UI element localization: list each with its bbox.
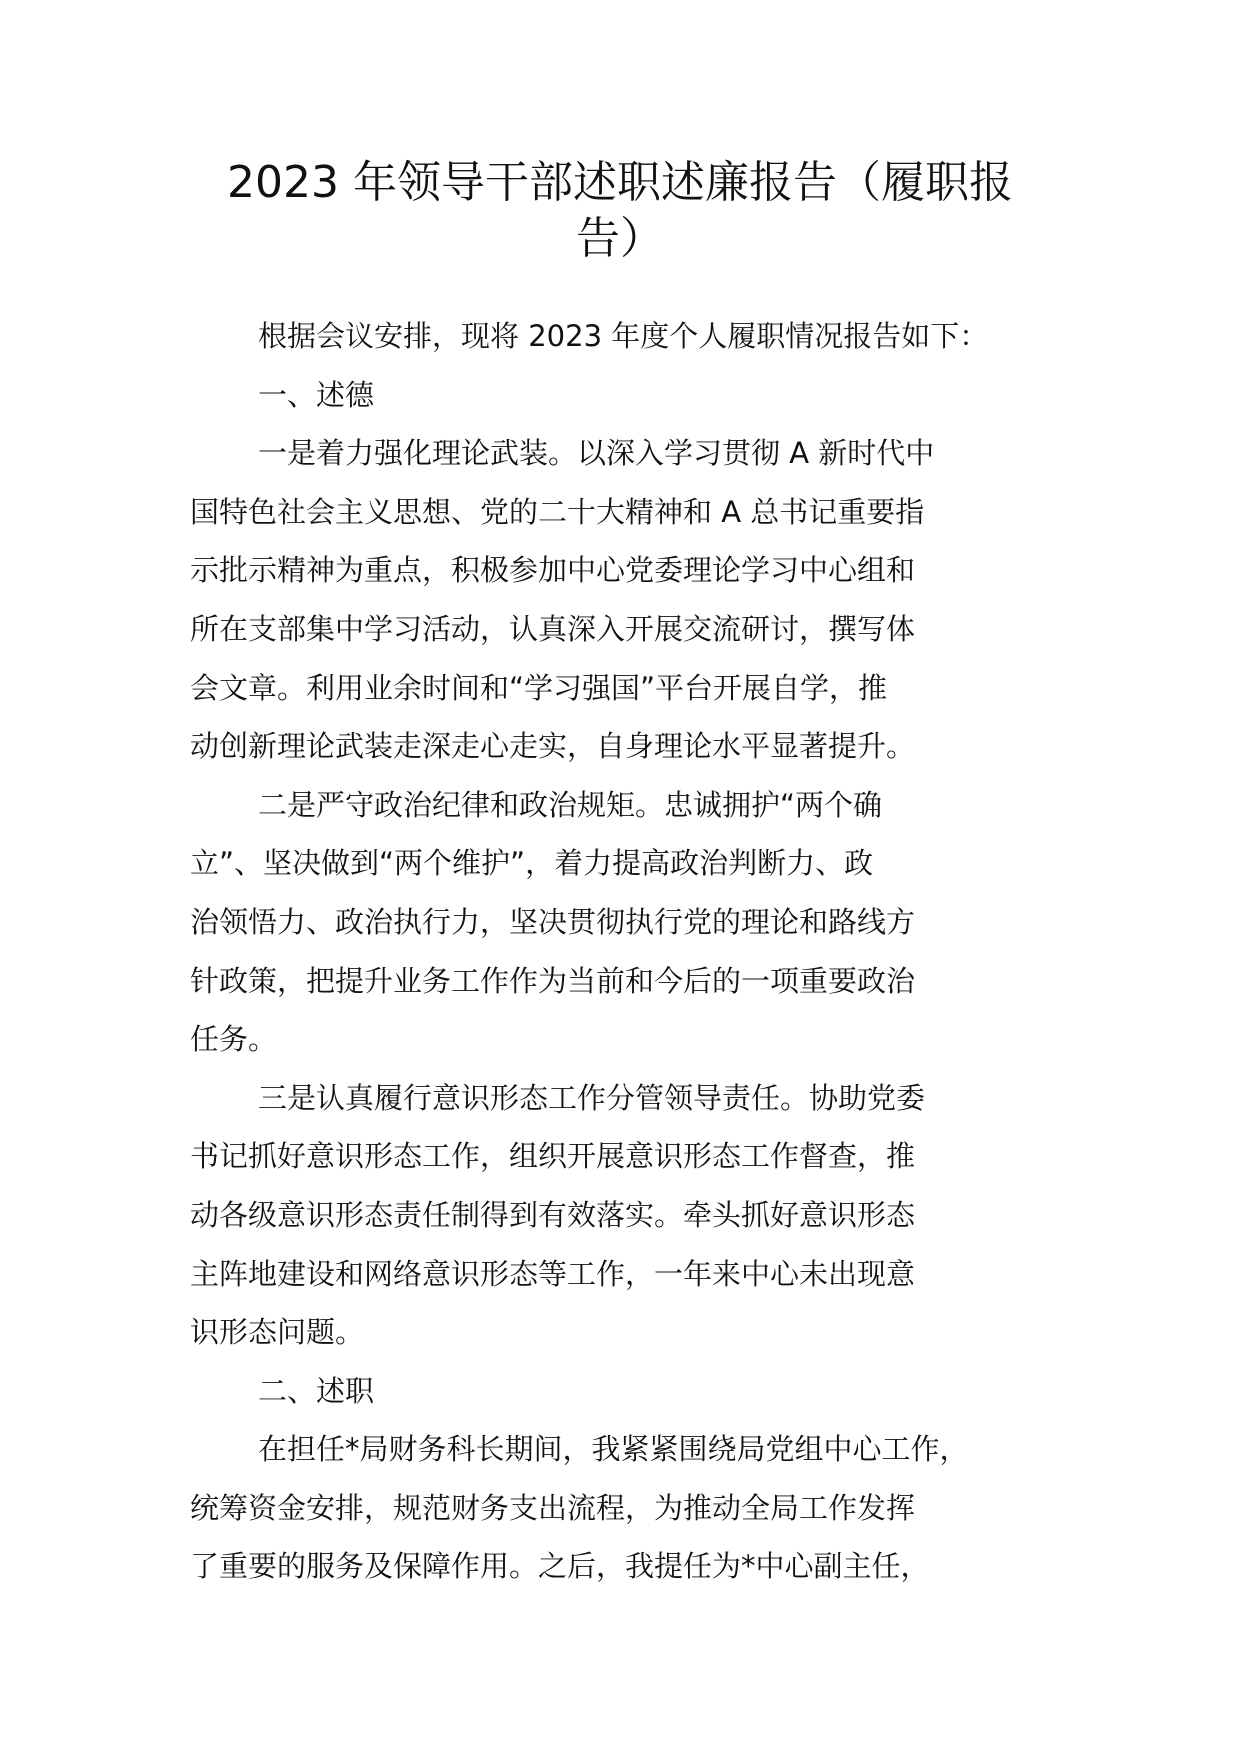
paragraph-line: 国特色社会主义思想、党的二十大精神和 A 总书记重要指 bbox=[190, 494, 925, 529]
paragraph-line: 任务。 bbox=[190, 1022, 278, 1057]
section-heading-duties: 二、述职 bbox=[258, 1373, 375, 1408]
paragraph-line: 二是严守政治纪律和政治规矩。忠诚拥护“两个确 bbox=[258, 787, 883, 822]
paragraph-line: 三是认真履行意识形态工作分管领导责任。协助党委 bbox=[258, 1080, 926, 1115]
section-heading-morality: 一、述德 bbox=[258, 377, 375, 412]
paragraph-line: 立”、坚决做到“两个维护”，着力提高政治判断力、政 bbox=[190, 846, 874, 881]
title-line-2: 告） bbox=[576, 213, 664, 264]
paragraph-line: 主阵地建设和网络意识形态等工作，一年来中心未出现意 bbox=[190, 1256, 916, 1291]
paragraph-line: 书记抓好意识形态工作，组织开展意识形态工作督查，推 bbox=[190, 1139, 916, 1174]
paragraph-line: 动创新理论武装走深走心走实，自身理论水平显著提升。 bbox=[190, 729, 916, 764]
paragraph-line: 在担任*局财务科长期间，我紧紧围绕局党组中心工作， bbox=[258, 1432, 969, 1467]
title-line-1: 2023 年领导干部述职述廉报告（履职报 bbox=[227, 157, 1013, 208]
paragraph-line: 针政策，把提升业务工作作为当前和今后的一项重要政治 bbox=[190, 963, 916, 998]
paragraph-line: 识形态问题。 bbox=[190, 1315, 365, 1350]
paragraph-line: 动各级意识形态责任制得到有效落实。牵头抓好意识形态 bbox=[190, 1197, 916, 1232]
paragraph-line: 统筹资金安排，规范财务支出流程，为推动全局工作发挥 bbox=[190, 1490, 916, 1525]
paragraph-line: 一是着力强化理论武装。以深入学习贯彻 A 新时代中 bbox=[258, 436, 935, 471]
document-title bbox=[190, 155, 1050, 267]
paragraph-line: 示批示精神为重点，积极参加中心党委理论学习中心组和 bbox=[190, 553, 916, 588]
paragraph-line: 会文章。利用业余时间和“学习强国”平台开展自学，推 bbox=[190, 670, 888, 705]
intro-paragraph: 根据会议安排，现将 2023 年度个人履职情况报告如下： bbox=[258, 319, 989, 353]
paragraph-line: 所在支部集中学习活动，认真深入开展交流研讨，撰写体 bbox=[190, 611, 916, 646]
document-body bbox=[190, 307, 1070, 1596]
paragraph-line: 了重要的服务及保障作用。之后，我提任为*中心副主任， bbox=[190, 1549, 930, 1584]
paragraph-line: 治领悟力、政治执行力，坚决贯彻执行党的理论和路线方 bbox=[190, 904, 916, 939]
